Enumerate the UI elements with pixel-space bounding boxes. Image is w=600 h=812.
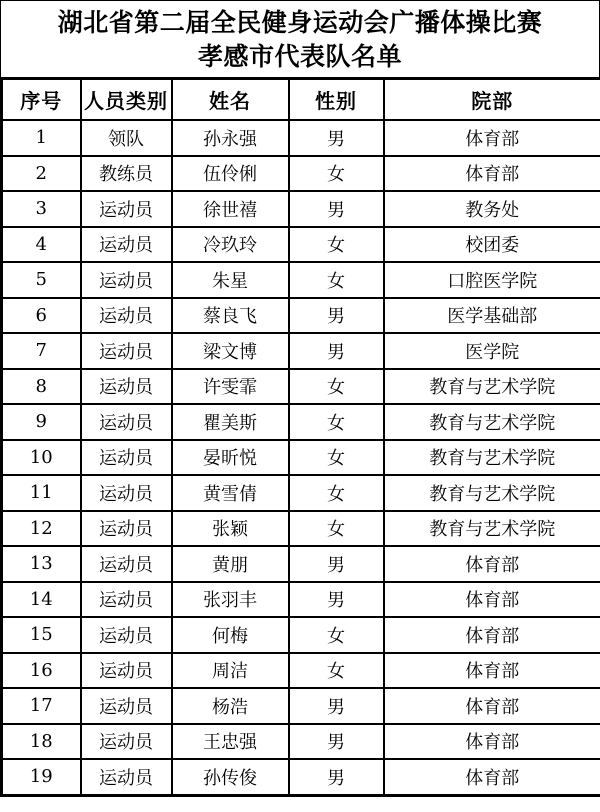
column-header-department: 院部 <box>384 79 600 121</box>
cell-name: 黄朋 <box>172 546 289 582</box>
cell-category: 运动员 <box>81 227 172 263</box>
cell-no: 3 <box>2 191 81 227</box>
table-row <box>2 511 600 547</box>
cell-name: 杨浩 <box>172 688 289 724</box>
cell-gender: 女 <box>289 475 384 511</box>
cell-department: 体育部 <box>384 688 600 724</box>
cell-department: 体育部 <box>384 546 600 582</box>
cell-department: 医学基础部 <box>384 298 600 334</box>
table-row <box>2 191 600 227</box>
cell-name: 伍伶俐 <box>172 156 289 192</box>
cell-gender: 女 <box>289 404 384 440</box>
cell-department: 教育与艺术学院 <box>384 404 600 440</box>
document-title <box>0 0 600 77</box>
cell-category: 运动员 <box>81 688 172 724</box>
cell-name: 黄雪倩 <box>172 475 289 511</box>
cell-category: 运动员 <box>81 440 172 476</box>
table-row <box>2 120 600 156</box>
cell-gender: 女 <box>289 511 384 547</box>
cell-name: 何梅 <box>172 617 289 653</box>
roster-table <box>0 77 600 797</box>
cell-department: 教育与艺术学院 <box>384 440 600 476</box>
table-row <box>2 546 600 582</box>
table-row <box>2 440 600 476</box>
cell-category: 运动员 <box>81 262 172 298</box>
cell-department: 体育部 <box>384 724 600 760</box>
cell-no: 14 <box>2 582 81 618</box>
cell-gender: 女 <box>289 440 384 476</box>
cell-name: 瞿美斯 <box>172 404 289 440</box>
table-row <box>2 582 600 618</box>
table-row <box>2 759 600 795</box>
cell-category: 运动员 <box>81 546 172 582</box>
cell-gender: 男 <box>289 688 384 724</box>
column-header-name: 姓名 <box>172 79 289 121</box>
cell-category: 运动员 <box>81 404 172 440</box>
cell-no: 4 <box>2 227 81 263</box>
cell-name: 徐世禧 <box>172 191 289 227</box>
cell-department: 体育部 <box>384 759 600 795</box>
cell-department: 体育部 <box>384 156 600 192</box>
cell-gender: 女 <box>289 653 384 689</box>
cell-no: 17 <box>2 688 81 724</box>
cell-name: 蔡良飞 <box>172 298 289 334</box>
cell-no: 9 <box>2 404 81 440</box>
cell-department: 教育与艺术学院 <box>384 475 600 511</box>
cell-department: 口腔医学院 <box>384 262 600 298</box>
cell-no: 7 <box>2 333 81 369</box>
cell-no: 8 <box>2 369 81 405</box>
cell-no: 12 <box>2 511 81 547</box>
cell-no: 5 <box>2 262 81 298</box>
cell-department: 体育部 <box>384 653 600 689</box>
cell-name: 梁文博 <box>172 333 289 369</box>
cell-name: 许雯霏 <box>172 369 289 405</box>
cell-department: 体育部 <box>384 120 600 156</box>
table-row <box>2 369 600 405</box>
cell-no: 2 <box>2 156 81 192</box>
cell-category: 教练员 <box>81 156 172 192</box>
cell-department: 教育与艺术学院 <box>384 369 600 405</box>
cell-gender: 女 <box>289 369 384 405</box>
cell-no: 18 <box>2 724 81 760</box>
cell-name: 张羽丰 <box>172 582 289 618</box>
table-row <box>2 653 600 689</box>
cell-category: 运动员 <box>81 298 172 334</box>
cell-category: 运动员 <box>81 369 172 405</box>
cell-category: 运动员 <box>81 582 172 618</box>
cell-name: 孙传俊 <box>172 759 289 795</box>
cell-gender: 男 <box>289 759 384 795</box>
cell-category: 运动员 <box>81 653 172 689</box>
cell-no: 16 <box>2 653 81 689</box>
cell-department: 体育部 <box>384 582 600 618</box>
cell-gender: 女 <box>289 156 384 192</box>
cell-category: 运动员 <box>81 475 172 511</box>
table-row <box>2 404 600 440</box>
cell-gender: 男 <box>289 298 384 334</box>
cell-gender: 男 <box>289 333 384 369</box>
cell-category: 运动员 <box>81 191 172 227</box>
table-row <box>2 227 600 263</box>
cell-name: 孙永强 <box>172 120 289 156</box>
cell-category: 运动员 <box>81 724 172 760</box>
table-header-row <box>2 79 600 121</box>
cell-department: 教务处 <box>384 191 600 227</box>
cell-department: 校团委 <box>384 227 600 263</box>
cell-no: 13 <box>2 546 81 582</box>
cell-gender: 男 <box>289 724 384 760</box>
cell-gender: 男 <box>289 582 384 618</box>
cell-no: 15 <box>2 617 81 653</box>
cell-department: 医学院 <box>384 333 600 369</box>
table-row <box>2 156 600 192</box>
cell-category: 领队 <box>81 120 172 156</box>
table-row <box>2 475 600 511</box>
table-row <box>2 298 600 334</box>
cell-gender: 女 <box>289 262 384 298</box>
cell-no: 1 <box>2 120 81 156</box>
cell-gender: 女 <box>289 227 384 263</box>
cell-no: 6 <box>2 298 81 334</box>
cell-name: 周洁 <box>172 653 289 689</box>
table-row <box>2 262 600 298</box>
column-header-no: 序号 <box>2 79 81 121</box>
table-row <box>2 617 600 653</box>
cell-name: 晏昕悦 <box>172 440 289 476</box>
table-row <box>2 724 600 760</box>
column-header-category: 人员类别 <box>81 79 172 121</box>
cell-gender: 女 <box>289 617 384 653</box>
table-row <box>2 333 600 369</box>
cell-name: 朱星 <box>172 262 289 298</box>
column-header-gender: 性别 <box>289 79 384 121</box>
cell-no: 11 <box>2 475 81 511</box>
cell-category: 运动员 <box>81 759 172 795</box>
cell-category: 运动员 <box>81 511 172 547</box>
cell-name: 张颖 <box>172 511 289 547</box>
cell-category: 运动员 <box>81 333 172 369</box>
cell-category: 运动员 <box>81 617 172 653</box>
cell-department: 教育与艺术学院 <box>384 511 600 547</box>
table-row <box>2 688 600 724</box>
cell-gender: 男 <box>289 120 384 156</box>
cell-no: 10 <box>2 440 81 476</box>
document-title-line2: 孝感市代表队名单 <box>197 42 402 71</box>
cell-no: 19 <box>2 759 81 795</box>
cell-name: 王忠强 <box>172 724 289 760</box>
document-title-line1: 湖北省第二届全民健身运动会广播体操比赛 <box>57 8 543 38</box>
cell-gender: 男 <box>289 191 384 227</box>
cell-gender: 男 <box>289 546 384 582</box>
cell-department: 体育部 <box>384 617 600 653</box>
cell-name: 冷玖玲 <box>172 227 289 263</box>
